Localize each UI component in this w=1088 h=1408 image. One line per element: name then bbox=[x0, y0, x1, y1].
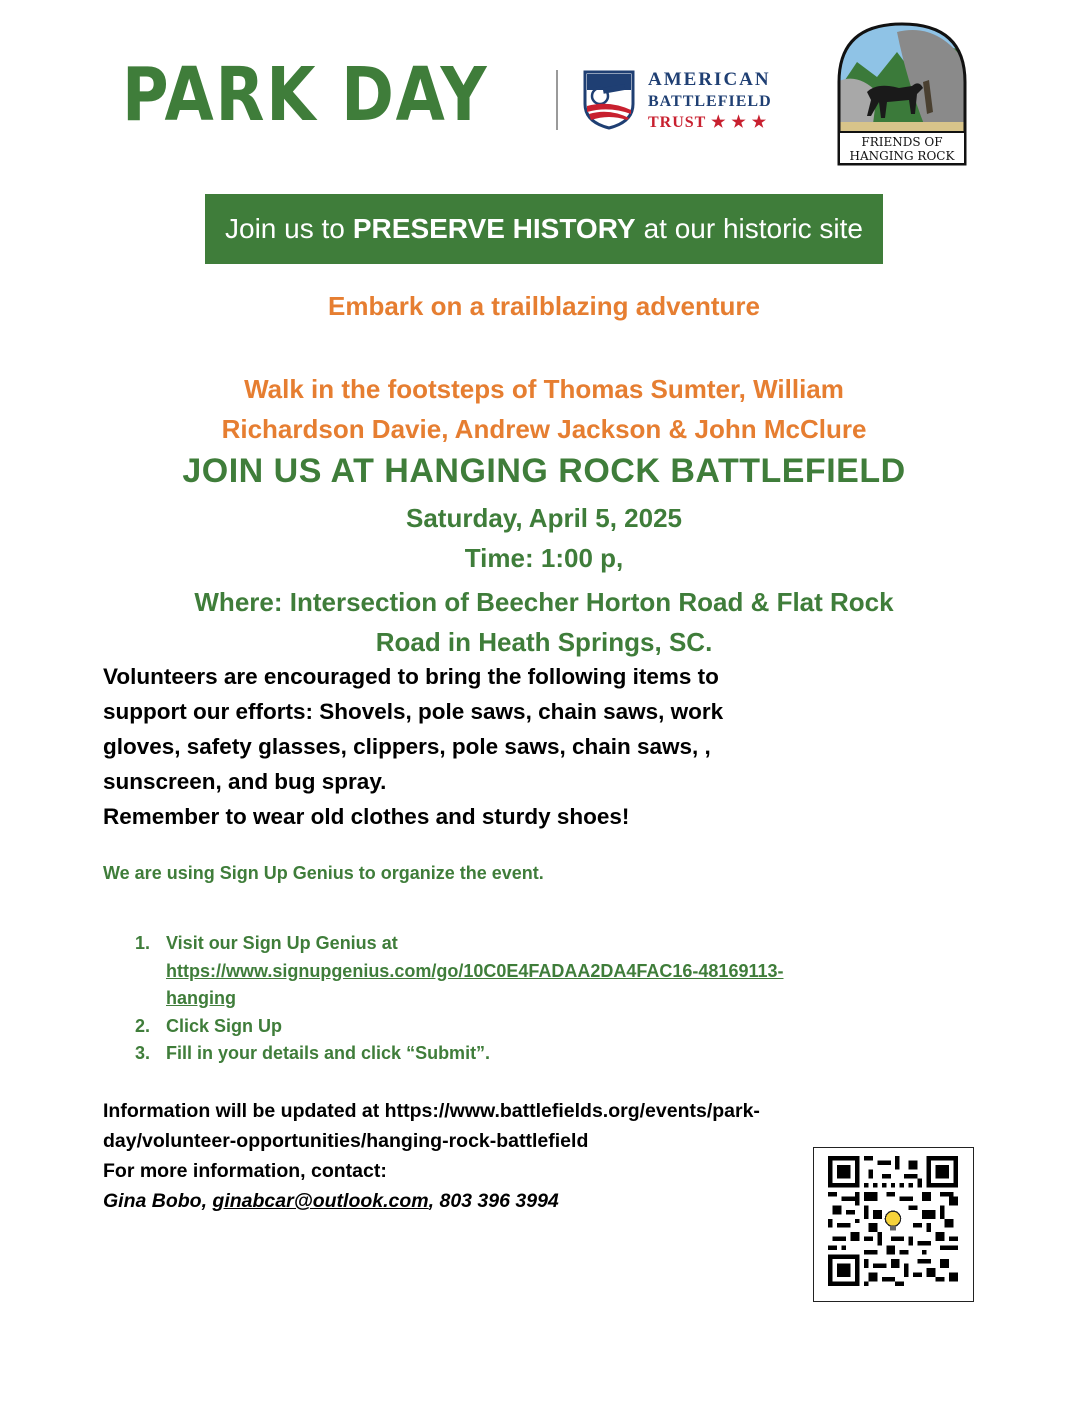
park-day-logo: PARK DAY bbox=[122, 52, 489, 138]
walk-line2: Richardson Davie, Andrew Jackson & John McClure bbox=[221, 414, 867, 444]
event-time: Time: 1:00 p, bbox=[464, 543, 624, 573]
step-1-number: 1. bbox=[135, 933, 151, 953]
volunteer-instructions bbox=[103, 659, 933, 834]
vol-line2: support our efforts: Shovels, pole saws, chain saws, work bbox=[103, 699, 724, 724]
step-2-number: 2. bbox=[135, 1015, 151, 1036]
abt-shield-icon bbox=[583, 70, 635, 130]
event-date: Saturday, April 5, 2025 bbox=[405, 503, 682, 533]
walk-line1: Walk in the footsteps of Thomas Sumter, William bbox=[244, 374, 844, 404]
step-2-text: Click Sign Up bbox=[166, 1015, 283, 1036]
abt-line1: AMERICAN bbox=[648, 69, 771, 90]
signup-genius-link[interactable]: https://www.signupgenius.com/go/10C0E4FADAA2DA4FAC16-48169113- bbox=[166, 960, 784, 981]
info-line3: For more information, contact: bbox=[103, 1160, 387, 1182]
banner-bold: PRESERVE HISTORY bbox=[352, 213, 636, 244]
event-location bbox=[0, 582, 1088, 662]
contact-name: Gina Bobo, bbox=[103, 1190, 213, 1212]
abt-line3: TRUST ★ ★ ★ bbox=[648, 114, 768, 131]
step-3-number: 3. bbox=[135, 1043, 151, 1063]
signup-note: We are using Sign Up Genius to organize the event. bbox=[103, 863, 544, 883]
vol-line3: gloves, safety glasses, clippers, pole saws, chain saws, , bbox=[103, 734, 711, 759]
preserve-history-banner bbox=[205, 194, 883, 264]
friends-of-hanging-rock-logo bbox=[837, 22, 967, 166]
vol-line5: Remember to wear old clothes and sturdy shoes! bbox=[103, 804, 630, 829]
qr-code-icon bbox=[828, 1156, 958, 1286]
info-line2: day/volunteer-opportunities/hanging-rock-battlefield bbox=[103, 1130, 589, 1152]
logo-divider bbox=[556, 70, 558, 130]
where-line1: Where: Intersection of Beecher Horton Road & Flat Rock bbox=[194, 587, 894, 617]
contact-email-link[interactable]: ginabcar@outlook.com bbox=[212, 1190, 429, 1212]
step-3-text: Fill in your details and click “Submit”. bbox=[166, 1043, 491, 1063]
step-3 bbox=[135, 1040, 784, 1068]
step-1 bbox=[135, 930, 784, 958]
friends-line2: HANGING ROCK bbox=[849, 149, 955, 163]
banner-post: at our historic site bbox=[643, 213, 863, 244]
contact-phone: , 803 396 3994 bbox=[428, 1190, 559, 1212]
step-1-link-line1 bbox=[135, 958, 784, 986]
headline: Embark on a trailblazing adventure bbox=[328, 291, 760, 321]
step-2 bbox=[135, 1013, 784, 1041]
walk-footsteps bbox=[0, 369, 1088, 449]
american-battlefield-trust-logo bbox=[648, 70, 772, 131]
signup-steps bbox=[135, 930, 784, 1068]
step-1-text: Visit our Sign Up Genius at bbox=[166, 933, 398, 953]
vol-line4: sunscreen, and bug spray. bbox=[103, 769, 387, 794]
where-line2: Road in Heath Springs, SC. bbox=[375, 627, 713, 657]
friends-line1: FRIENDS OF bbox=[861, 135, 943, 149]
step-1-link-line2 bbox=[135, 985, 784, 1013]
info-line1: Information will be updated at https://www.battlefields.org/events/park- bbox=[103, 1100, 760, 1122]
join-title: JOIN US AT HANGING ROCK BATTLEFIELD bbox=[182, 452, 906, 490]
banner-pre: Join us to bbox=[225, 213, 345, 244]
abt-line2: BATTLEFIELD bbox=[648, 93, 772, 110]
vol-line1: Volunteers are encouraged to bring the following items to bbox=[103, 664, 719, 689]
signup-genius-link-cont[interactable]: hanging bbox=[166, 988, 236, 1008]
